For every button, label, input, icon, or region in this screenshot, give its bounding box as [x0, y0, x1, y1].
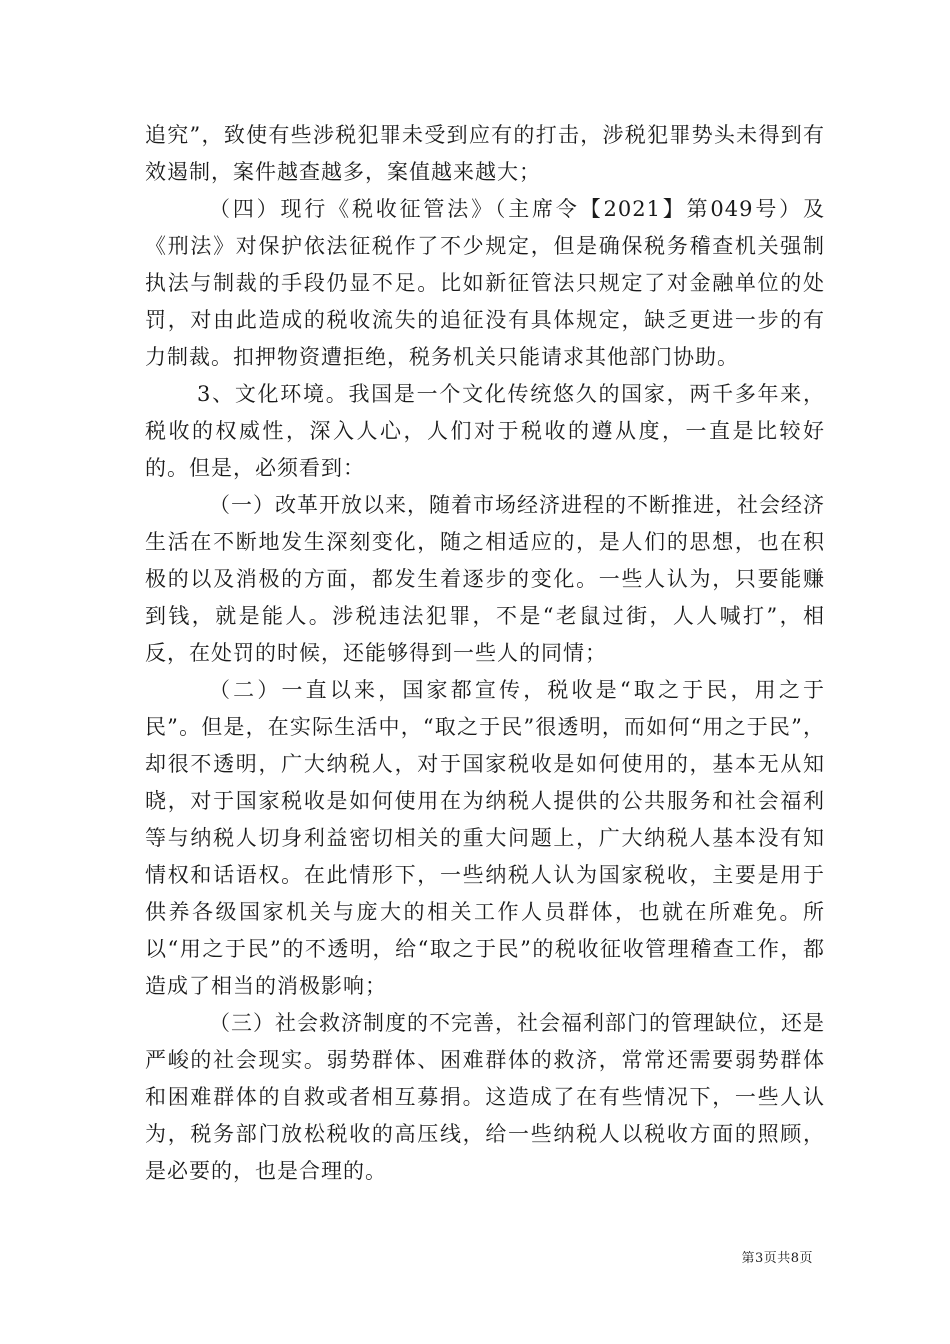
- paragraph-item-four: （四）现行《税收征管法》（主席令【2021】第049号）及《刑法》对保护依法征税作了不少规定，但是确保税务稽查机关强制执法与制裁的手段仍显不足。比如新征管法只规定了对金融单位的处罚，对由此造成的税收流失的追征没有具体规定，缺乏更进一步的有力制裁。扣押物资遭拒绝，税务机关只能请求其他部门协助。: [145, 197, 825, 369]
- paragraph-item-one: （一）改革开放以来，随着市场经济进程的不断推进，社会经济生活在不断地发生深刻变化，随之相适应的，是人们的思想，也在积极的以及消极的方面，都发生着逐步的变化。一些人认为，只要能赚到钱，就是能人。涉税违法犯罪，不是“老鼠过街，人人喊打”，相反，在处罚的时候，还能够得到一些人的同情；: [145, 493, 825, 665]
- paragraph-continuation: 追究”，致使有些涉税犯罪未受到应有的打击，涉税犯罪势头未得到有效遏制，案件越查越多，案值越来越大；: [145, 123, 825, 184]
- document-body: [145, 117, 825, 1190]
- paragraph-item-two: （二）一直以来，国家都宣传，税收是“取之于民，用之于民”。但是，在实际生活中，“取之于民”很透明，而如何“用之于民”，却很不透明，广大纳税人，对于国家税收是如何使用的，基本无从知晓，对于国家税收是如何使用在为纳税人提供的公共服务和社会福利等与纳税人切身利益密切相关的重大问题上，广大纳税人基本没有知情权和话语权。在此情形下，一些纳税人认为国家税收，主要是用于供养各级国家机关与庞大的相关工作人员群体，也就在所难免。所以“用之于民”的不透明，给“取之于民”的税收征收管理稽查工作，都造成了相当的消极影响；: [145, 678, 825, 998]
- paragraph-cultural-environment: 3、文化环境。我国是一个文化传统悠久的国家，两千多年来，税收的权威性，深入人心，人们对于税收的遵从度，一直是比较好的。但是，必须看到：: [145, 382, 825, 480]
- paragraph-item-three: （三）社会救济制度的不完善，社会福利部门的管理缺位，还是严峻的社会现实。弱势群体、困难群体的救济，常常还需要弱势群体和困难群体的自救或者相互募捐。这造成了在有些情况下，一些人认为，税务部门放松税收的高压线，给一些纳税人以税收方面的照顾，是必要的，也是合理的。: [145, 1011, 825, 1183]
- page-number-footer: 第3页共8页: [741, 1251, 813, 1266]
